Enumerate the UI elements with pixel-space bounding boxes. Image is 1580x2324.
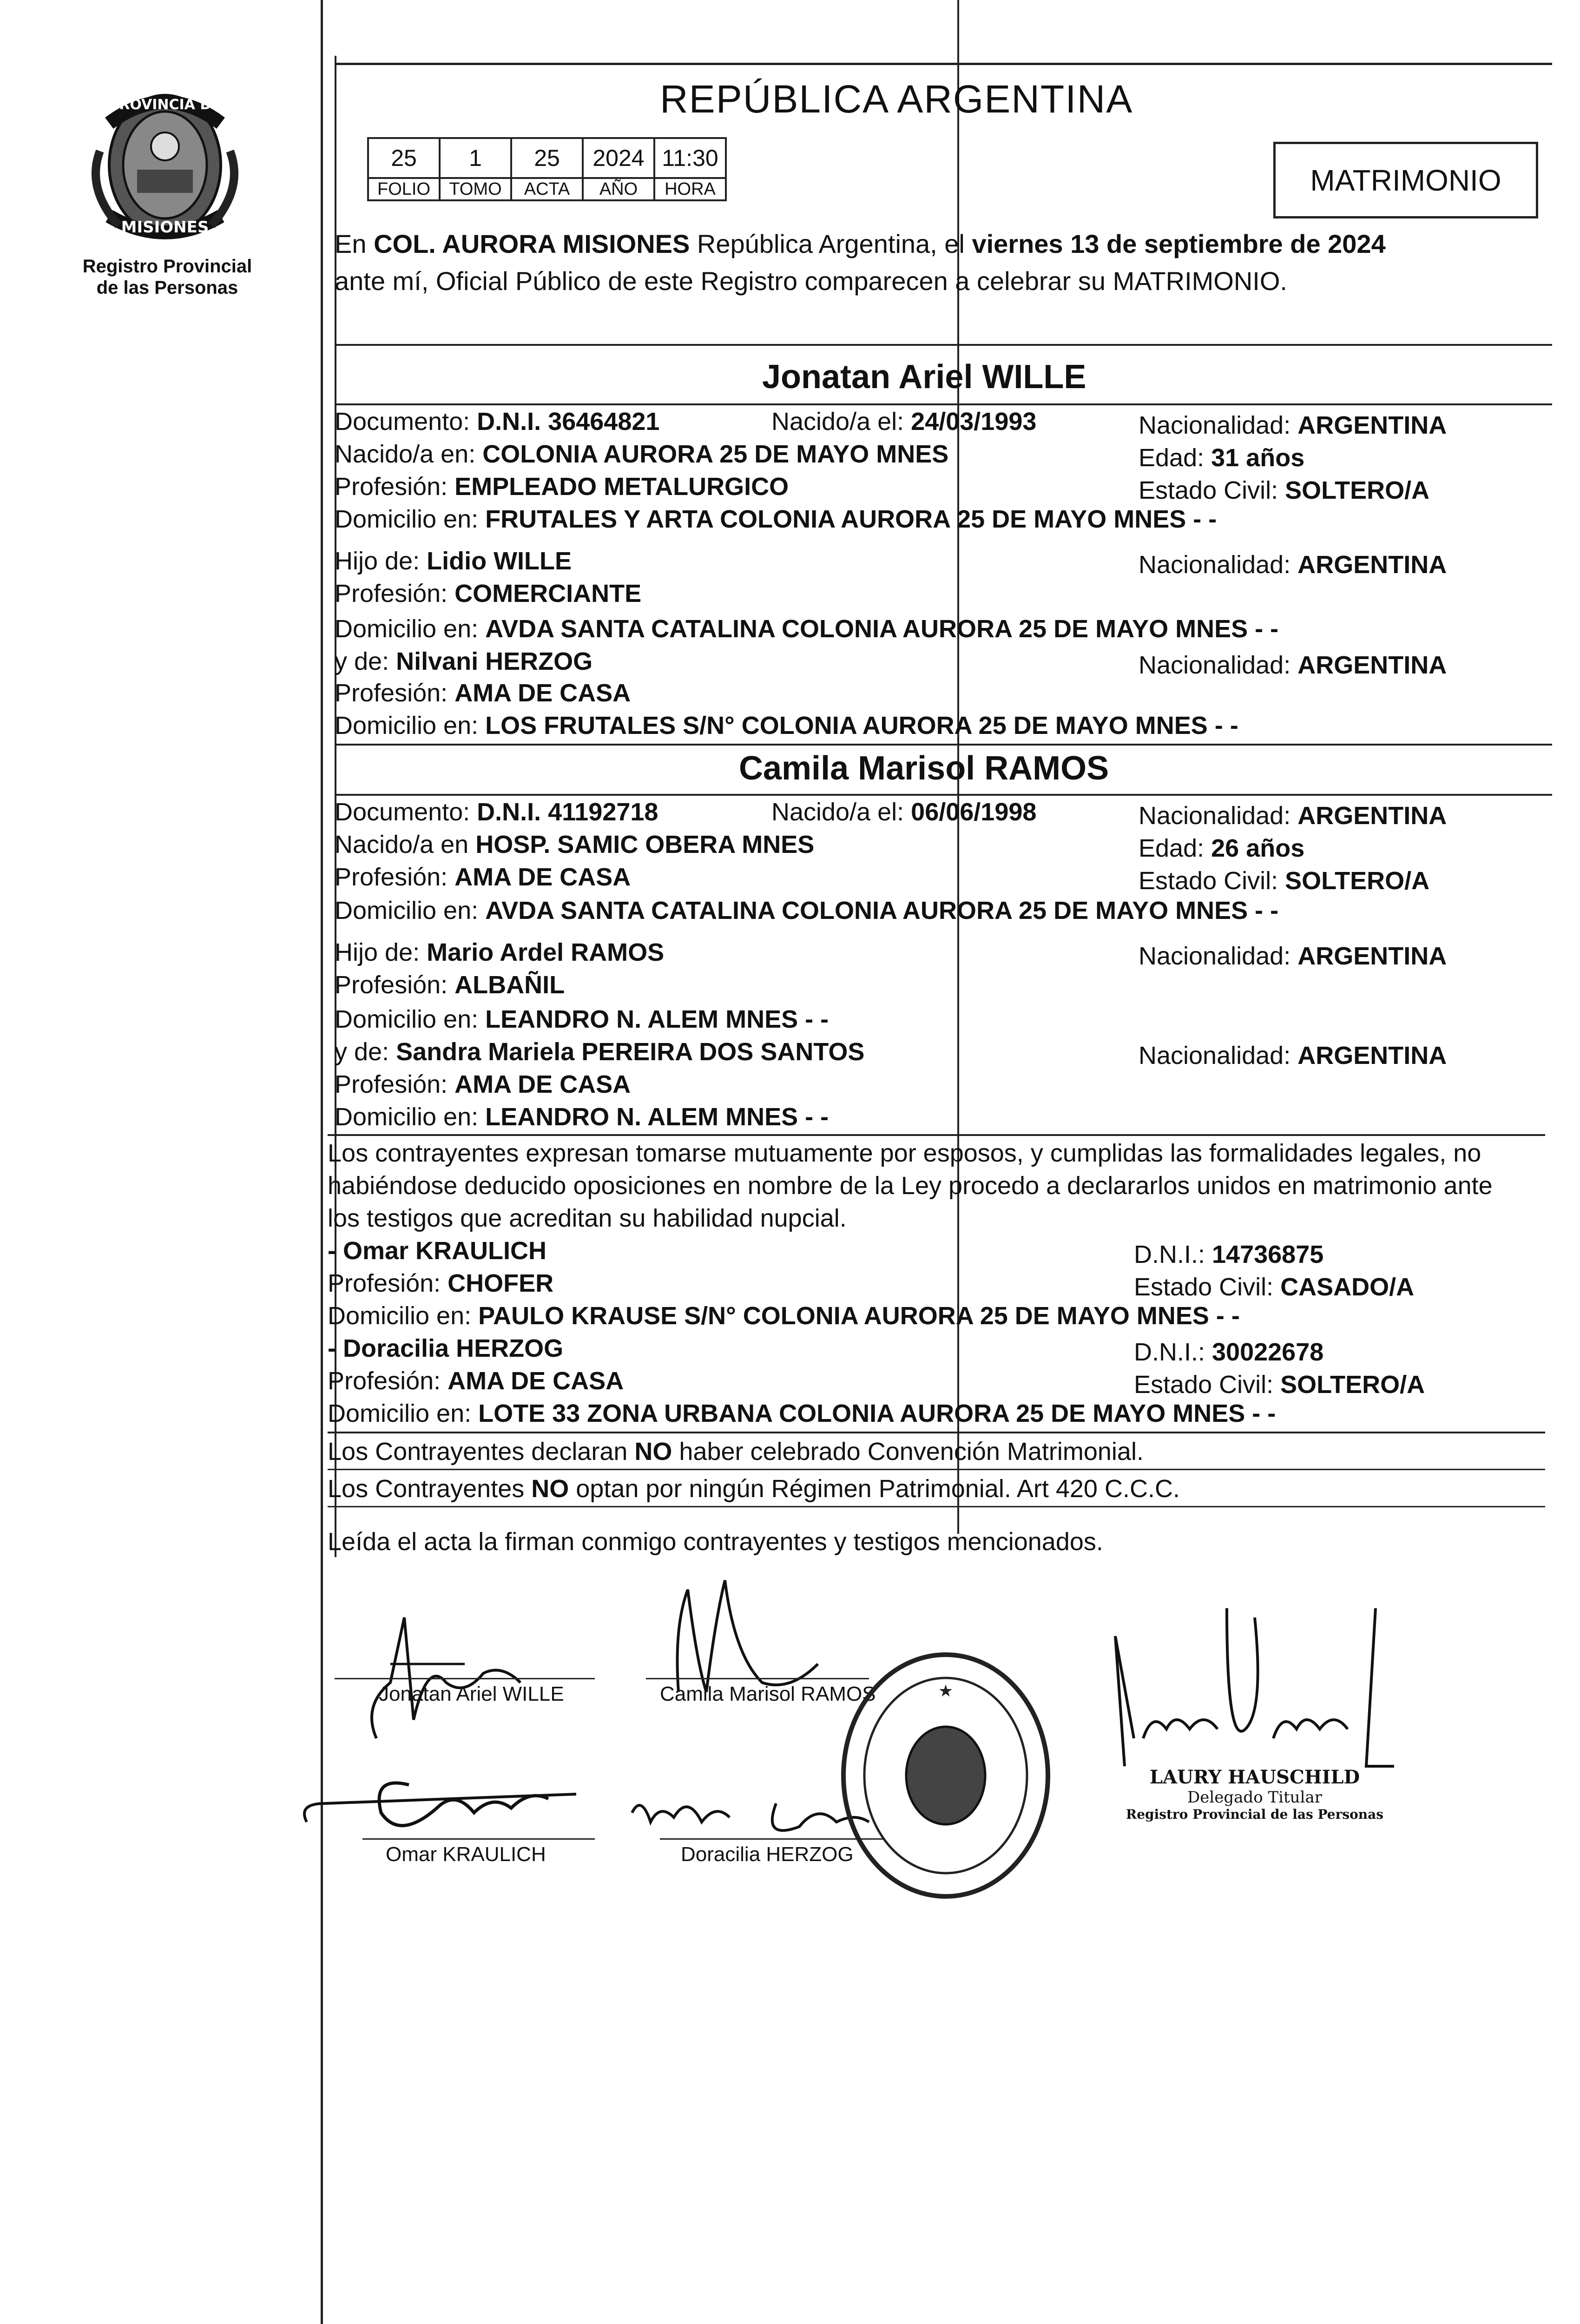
- document-title: REPÚBLICA ARGENTINA: [660, 77, 1133, 121]
- registry-table: [367, 137, 727, 201]
- witness1-address: Domicilio en: PAULO KRAUSE S/N° COLONIA AURORA 25 DE MAYO MNES - -: [328, 1302, 1240, 1330]
- witness2-civil-status: Estado Civil: SOLTERO/A: [1134, 1371, 1425, 1399]
- witness2-profession: Profesión: AMA DE CASA: [328, 1367, 624, 1395]
- declaration-line-2: habiéndose deducido oposiciones en nombre de la Ley procedo a declararlos unidos en matrimonio ante: [328, 1172, 1493, 1200]
- declaration-line-1: Los contrayentes expresan tomarse mutuamente por esposos, y cumplidas las formalidades legales, no: [328, 1139, 1481, 1167]
- witness2-address: Domicilio en: LOTE 33 ZONA URBANA COLONIA AURORA 25 DE MAYO MNES - -: [328, 1400, 1276, 1427]
- spouse1-father: Hijo de: Lidio WILLE: [335, 547, 572, 575]
- tomo-label: TOMO: [440, 178, 511, 200]
- spouse1-age: Edad: 31 años: [1139, 444, 1305, 472]
- signature-line: [362, 1838, 595, 1840]
- spouse2-civil-status: Estado Civil: SOLTERO/A: [1139, 867, 1430, 895]
- spouse1-profession: Profesión: EMPLEADO METALURGICO: [335, 473, 789, 501]
- spouse1-father-address: Domicilio en: AVDA SANTA CATALINA COLONIA AURORA 25 DE MAYO MNES - -: [335, 615, 1279, 643]
- spouse2-document: Documento: D.N.I. 41192718: [335, 798, 658, 826]
- official-org: Registro Provincial de las Personas: [1126, 1807, 1384, 1822]
- form-top-border: [335, 63, 1552, 65]
- closing-statement: Leída el acta la firman conmigo contrayentes y testigos mencionados.: [328, 1528, 1103, 1556]
- spouse1-mother: y de: Nilvani HERZOG: [335, 647, 593, 675]
- signature-omar: [288, 1748, 613, 1859]
- divider: [335, 744, 1552, 746]
- acta-label: ACTA: [511, 178, 583, 200]
- spouse2-father: Hijo de: Mario Ardel RAMOS: [335, 938, 665, 966]
- emblem-bottom-text: MISIONES: [121, 218, 209, 237]
- signature-official: [1087, 1590, 1413, 1776]
- spouse1-nationality: Nacionalidad: ARGENTINA: [1139, 411, 1447, 439]
- spouse1-born-on: Nacido/a el: 24/03/1993: [771, 408, 1037, 436]
- signature-line: [335, 1678, 595, 1679]
- spouse2-father-profession: Profesión: ALBAÑIL: [335, 971, 565, 999]
- spouse1-document: Documento: D.N.I. 36464821: [335, 408, 660, 436]
- divider: [335, 344, 1552, 346]
- document-type-box: MATRIMONIO: [1273, 142, 1538, 218]
- declaration-line-3: los testigos que acreditan su habilidad nupcial.: [328, 1204, 847, 1232]
- signature-label-doracilia: Doracilia HERZOG: [681, 1843, 854, 1866]
- official-name: LAURY HAUSCHILD: [1149, 1766, 1360, 1788]
- witness1-name: - Omar KRAULICH: [328, 1237, 547, 1265]
- official-stamp: [1125, 1766, 1385, 1822]
- official-seal-stamp: [836, 1645, 1055, 1906]
- hora-value: 11:30: [654, 138, 726, 178]
- witness2-dni: D.N.I.: 30022678: [1134, 1338, 1324, 1366]
- spouse2-mother-address: Domicilio en: LEANDRO N. ALEM MNES - -: [335, 1103, 829, 1131]
- spouse2-born-in: Nacido/a en HOSP. SAMIC OBERA MNES: [335, 831, 815, 858]
- svg-text:★: ★: [938, 1682, 954, 1701]
- folio-value: 25: [368, 138, 440, 178]
- witness1-dni: D.N.I.: 14736875: [1134, 1241, 1324, 1268]
- divider: [328, 1469, 1545, 1470]
- spouse2-mother-profession: Profesión: AMA DE CASA: [335, 1070, 631, 1098]
- regime-note: Los Contrayentes NO optan por ningún Régimen Patrimonial. Art 420 C.C.C.: [328, 1475, 1180, 1503]
- province-emblem: [81, 77, 249, 253]
- spouse2-mother: y de: Sandra Mariela PEREIRA DOS SANTOS: [335, 1038, 865, 1066]
- tomo-value: 1: [440, 138, 511, 178]
- spouse1-father-profession: Profesión: COMERCIANTE: [335, 580, 642, 607]
- spouse1-address: Domicilio en: FRUTALES Y ARTA COLONIA AURORA 25 DE MAYO MNES - -: [335, 505, 1217, 533]
- ano-label: AÑO: [583, 178, 654, 200]
- spouse2-age: Edad: 26 años: [1139, 834, 1305, 862]
- divider: [328, 1506, 1545, 1507]
- spouse1-born-in: Nacido/a en: COLONIA AURORA 25 DE MAYO MNES: [335, 440, 949, 468]
- intro-line-1: En COL. AURORA MISIONES República Argentina, el viernes 13 de septiembre de 2024: [335, 229, 1386, 258]
- spouse1-civil-status: Estado Civil: SOLTERO/A: [1139, 476, 1430, 504]
- spouse1-father-nationality: Nacionalidad: ARGENTINA: [1139, 551, 1447, 579]
- spouse2-nationality: Nacionalidad: ARGENTINA: [1139, 802, 1447, 830]
- official-role: Delegado Titular: [1187, 1788, 1322, 1807]
- signature-jonatan: [335, 1590, 576, 1757]
- spouse1-mother-profession: Profesión: AMA DE CASA: [335, 679, 631, 707]
- ano-value: 2024: [583, 138, 654, 178]
- divider: [328, 1134, 1545, 1136]
- signature-line: [646, 1678, 869, 1679]
- spouse1-mother-address: Domicilio en: LOS FRUTALES S/N° COLONIA AURORA 25 DE MAYO MNES - -: [335, 712, 1238, 739]
- hora-label: HORA: [654, 178, 726, 200]
- signature-label-omar: Omar KRAULICH: [386, 1843, 546, 1866]
- witness1-profession: Profesión: CHOFER: [328, 1269, 554, 1297]
- spouse1-name: Jonatan Ariel WILLE: [762, 358, 1086, 396]
- acta-value: 25: [511, 138, 583, 178]
- left-margin-rule: [321, 0, 323, 2324]
- spouse2-profession: Profesión: AMA DE CASA: [335, 863, 631, 891]
- spouse2-name: Camila Marisol RAMOS: [739, 750, 1109, 787]
- emblem-label: Registro Provincial de las Personas: [82, 256, 252, 298]
- signature-label-camila: Camila Marisol RAMOS: [660, 1683, 876, 1705]
- spouse1-mother-nationality: Nacionalidad: ARGENTINA: [1139, 651, 1447, 679]
- spouse2-father-address: Domicilio en: LEANDRO N. ALEM MNES - -: [335, 1005, 829, 1033]
- spouse2-mother-nationality: Nacionalidad: ARGENTINA: [1139, 1042, 1447, 1070]
- witness2-name: - Doracilia HERZOG: [328, 1334, 564, 1362]
- convention-note: Los Contrayentes declaran NO haber celebrado Convención Matrimonial.: [328, 1438, 1144, 1466]
- divider: [328, 1432, 1545, 1433]
- folio-label: FOLIO: [368, 178, 440, 200]
- spouse2-born-on: Nacido/a el: 06/06/1998: [771, 798, 1037, 826]
- intro-line-2: ante mí, Oficial Público de este Registro comparecen a celebrar su MATRIMONIO.: [335, 266, 1287, 296]
- witness1-civil-status: Estado Civil: CASADO/A: [1134, 1273, 1415, 1301]
- spouse2-father-nationality: Nacionalidad: ARGENTINA: [1139, 942, 1447, 970]
- spouse2-address: Domicilio en: AVDA SANTA CATALINA COLONIA AURORA 25 DE MAYO MNES - -: [335, 897, 1279, 924]
- emblem-top-text: PROVINCIA DE: [109, 97, 221, 113]
- signature-label-jonatan: Jonatan Ariel WILLE: [379, 1683, 564, 1705]
